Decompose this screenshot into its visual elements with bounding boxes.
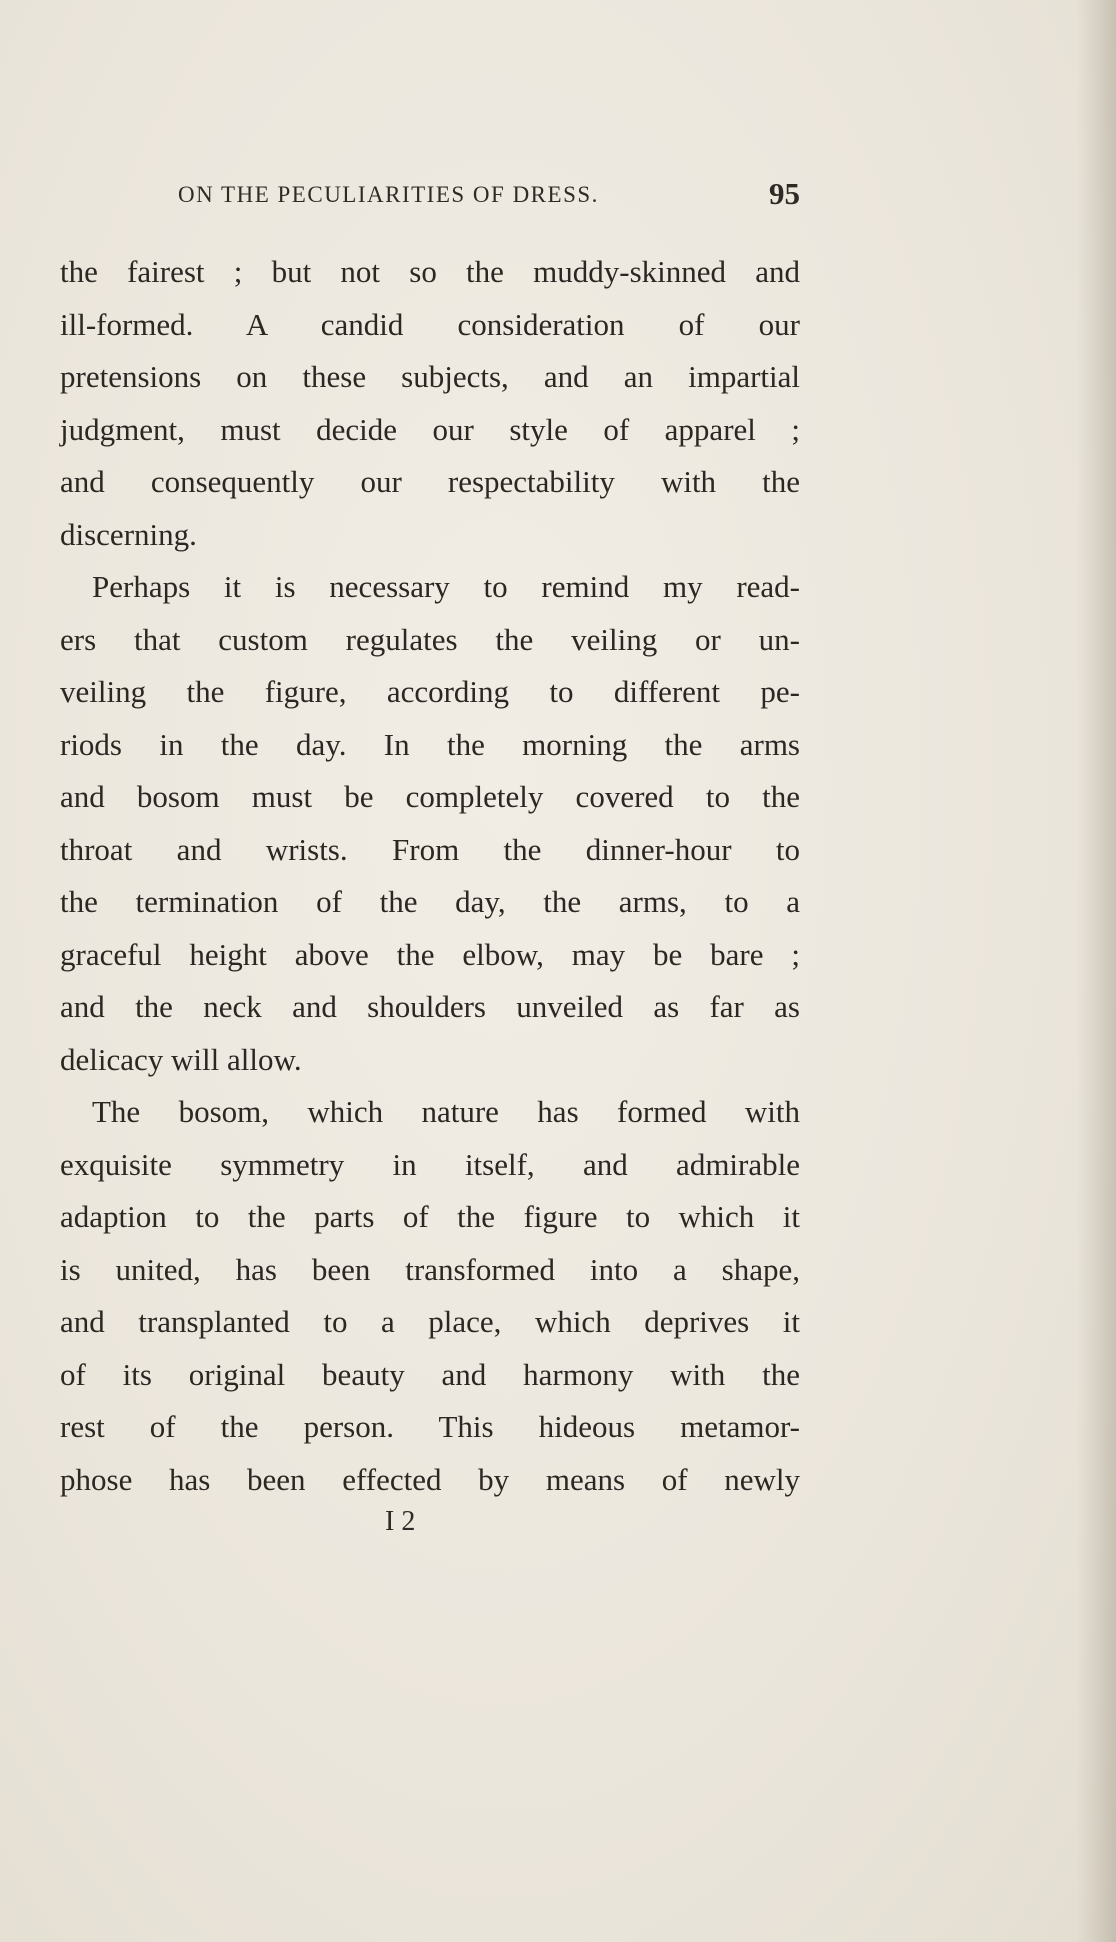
text-line: adaption to the parts of the figure to which it (60, 1199, 800, 1234)
page-number: 95 (769, 176, 800, 211)
text-line: veiling the figure, according to different pe- (60, 674, 800, 709)
text-line: is united, has been transformed into a shape, (60, 1251, 800, 1287)
text-line: the fairest ; but not so the muddy-skinned and (60, 254, 800, 289)
text-line: The bosom, which nature has formed with (92, 1094, 800, 1129)
text-line: delicacy will allow. (60, 1041, 302, 1077)
text-line: and bosom must be completely covered to the (60, 779, 800, 814)
running-head: ON THE PECULIARITIES OF DRESS. (178, 182, 599, 207)
text-line: exquisite symmetry in itself, and admirable (60, 1146, 800, 1182)
signature-mark: I 2 (385, 1506, 416, 1537)
body-text (60, 246, 800, 1506)
text-line: and consequently our respectability with the (60, 464, 800, 499)
text-line: throat and wrists. From the dinner-hour to (60, 831, 800, 867)
page-edge-shadow (1076, 0, 1116, 1942)
text-line: ill-formed. A candid consideration of our (60, 306, 800, 342)
text-line: and transplanted to a place, which deprives it (60, 1304, 800, 1339)
text-line: rest of the person. This hideous metamor- (60, 1409, 800, 1444)
text-line: riods in the day. In the morning the arms (60, 726, 800, 762)
text-line: ers that custom regulates the veiling or un- (60, 621, 800, 657)
text-line: Perhaps it is necessary to remind my read- (92, 569, 800, 604)
text-line: discerning. (60, 516, 197, 552)
text-line: the termination of the day, the arms, to a (60, 884, 800, 919)
text-line: phose has been effected by means of newly (60, 1461, 800, 1497)
text-line: judgment, must decide our style of apparel ; (60, 411, 800, 447)
text-line: pretensions on these subjects, and an impartial (60, 359, 800, 394)
text-line: of its original beauty and harmony with the (60, 1356, 800, 1392)
page-header (60, 176, 800, 216)
text-line: and the neck and shoulders unveiled as far as (60, 989, 800, 1024)
text-line: graceful height above the elbow, may be bare ; (60, 936, 800, 972)
